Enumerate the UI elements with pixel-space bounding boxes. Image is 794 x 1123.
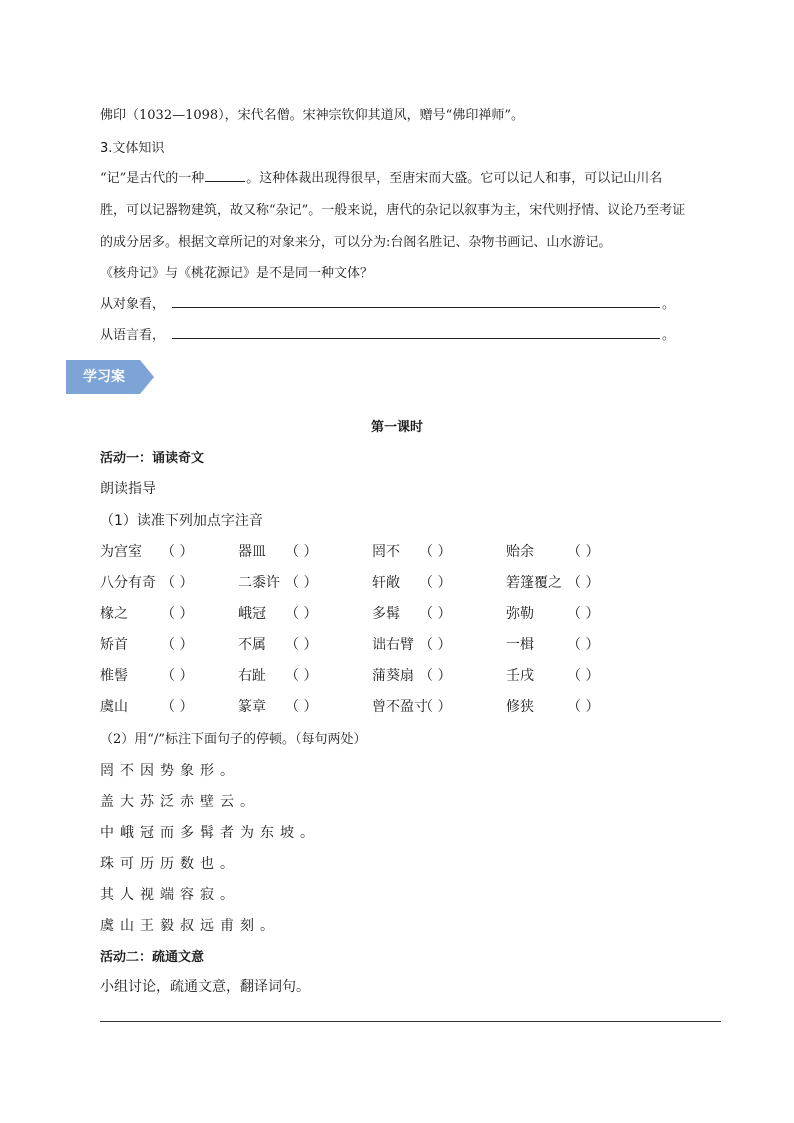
answer1-label: 从对象看，	[100, 297, 166, 312]
pinyin-answer-box[interactable]: （ ）	[161, 699, 194, 715]
pinyin-word: 诎右臂	[372, 637, 414, 653]
pinyin-answer-box[interactable]: （ ）	[567, 606, 600, 622]
pinyin-answer-box[interactable]: （ ）	[419, 668, 452, 684]
pinyin-word: 贻余	[506, 544, 534, 560]
task1-instruction: （1）读准下列加点字注音	[100, 513, 263, 529]
pinyin-word: 峨冠	[238, 606, 266, 622]
answer2-period: 。	[662, 328, 676, 343]
footer-divider	[100, 1021, 721, 1022]
pinyin-answer-box[interactable]: （ ）	[285, 699, 318, 715]
pinyin-answer-box[interactable]: （ ）	[567, 637, 600, 653]
pinyin-answer-box[interactable]: （ ）	[567, 575, 600, 591]
pinyin-word: 一楫	[506, 637, 534, 653]
answer2-label: 从语言看，	[100, 328, 166, 343]
pinyin-answer-box[interactable]: （ ）	[161, 668, 194, 684]
pinyin-word: 弥勒	[506, 606, 534, 622]
pinyin-answer-box[interactable]: （ ）	[419, 699, 452, 715]
reading-guide: 朗读指导	[100, 481, 156, 497]
pinyin-word: 椎髻	[100, 668, 128, 684]
pinyin-word: 修狭	[506, 699, 534, 715]
pinyin-word: 箬篷覆之	[506, 575, 562, 591]
pinyin-answer-box[interactable]: （ ）	[567, 544, 600, 560]
pause-sentence: 罔不因势象形。	[100, 763, 240, 779]
pinyin-answer-box[interactable]: （ ）	[419, 544, 452, 560]
pause-sentence: 其人视端容寂。	[100, 887, 240, 903]
pinyin-answer-box[interactable]: （ ）	[285, 637, 318, 653]
answer1-line[interactable]	[172, 307, 660, 308]
pinyin-answer-box[interactable]: （ ）	[285, 575, 318, 591]
genre-paragraph-line-1	[100, 167, 662, 186]
pause-sentence: 虞山王毅叔远甫刻。	[100, 918, 280, 934]
banner-label: 学习案	[83, 369, 125, 385]
pinyin-word: 右趾	[238, 668, 266, 684]
genre-paragraph-line-2: 胜，可以记器物建筑，故又称“杂记”。一般来说，唐代的杂记以叙事为主，宋代则抒情、议论乃至考证	[100, 203, 686, 218]
pinyin-answer-box[interactable]: （ ）	[161, 606, 194, 622]
pinyin-word: 二黍许	[238, 575, 280, 591]
foyin-note: 佛印（1032—1098），宋代名僧。宋神宗钦仰其道风，赠号“佛印禅师”。	[100, 108, 524, 123]
para1-post: 。这种体裁出现得很早，至唐宋而大盛。它可以记人和事，可以记山川名	[246, 171, 663, 186]
pinyin-word: 罔不	[372, 544, 400, 560]
pinyin-word: 八分有奇	[100, 575, 156, 591]
genre-blank[interactable]	[205, 169, 245, 182]
activity2-heading: 活动二：疏通文意	[100, 950, 205, 965]
study-plan-banner	[66, 360, 154, 394]
activity1-heading: 活动一：诵读奇文	[100, 451, 205, 466]
section-title-genre: 3.文体知识	[100, 141, 165, 156]
pinyin-word: 矫首	[100, 637, 128, 653]
pinyin-word: 壬戌	[506, 668, 534, 684]
pinyin-word: 器皿	[238, 544, 266, 560]
genre-paragraph-line-3: 的成分居多。根据文章所记的对象来分，可以分为:台阁名胜记、杂物书画记、山水游记。	[100, 235, 612, 250]
pinyin-word: 轩敞	[372, 575, 400, 591]
genre-question: 《核舟记》与《桃花源记》是不是同一种文体？	[100, 266, 374, 281]
pinyin-word: 椽之	[100, 606, 128, 622]
activity2-text: 小组讨论，疏通文意，翻译词句。	[100, 979, 310, 995]
pinyin-word: 多髯	[372, 606, 400, 622]
pinyin-answer-box[interactable]: （ ）	[161, 575, 194, 591]
pinyin-answer-box[interactable]: （ ）	[567, 668, 600, 684]
pinyin-word: 蒲葵扇	[372, 668, 414, 684]
pinyin-answer-box[interactable]: （ ）	[161, 637, 194, 653]
pinyin-answer-box[interactable]: （ ）	[285, 544, 318, 560]
pinyin-word: 为宫室	[100, 544, 142, 560]
pinyin-answer-box[interactable]: （ ）	[285, 606, 318, 622]
pinyin-answer-box[interactable]: （ ）	[419, 637, 452, 653]
pinyin-word: 不属	[238, 637, 266, 653]
pinyin-word: 篆章	[238, 699, 266, 715]
pinyin-answer-box[interactable]: （ ）	[419, 606, 452, 622]
pinyin-answer-box[interactable]: （ ）	[161, 544, 194, 560]
answer2-line[interactable]	[172, 338, 660, 339]
pinyin-word: 曾不盈寸	[372, 699, 428, 715]
pinyin-word: 虞山	[100, 699, 128, 715]
task2-instruction: （2）用“/”标注下面句子的停顿。（每句两处）	[100, 732, 367, 747]
pinyin-answer-box[interactable]: （ ）	[419, 575, 452, 591]
pinyin-answer-box[interactable]: （ ）	[285, 668, 318, 684]
para1-pre: “记”是古代的一种	[100, 171, 205, 186]
pinyin-answer-box[interactable]: （ ）	[567, 699, 600, 715]
pause-sentence: 珠可历历数也。	[100, 856, 240, 872]
answer1-period: 。	[662, 297, 676, 312]
pause-sentence: 盖大苏泛赤壁云。	[100, 794, 260, 810]
pause-sentence: 中峨冠而多髯者为东坡。	[100, 825, 320, 841]
lesson-title: 第一课时	[370, 420, 423, 435]
